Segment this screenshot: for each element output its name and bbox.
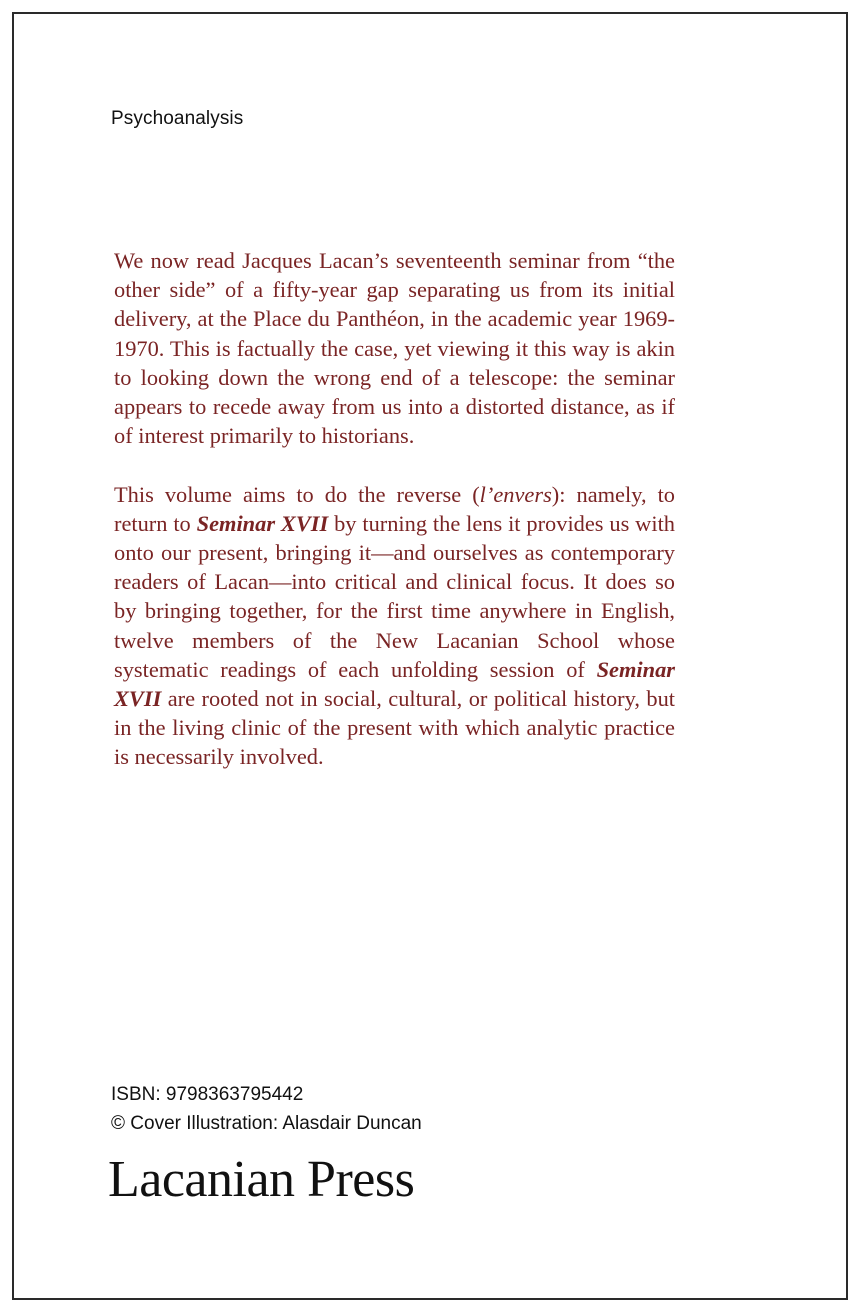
blurb-seminar-title: Seminar XVII: [114, 656, 675, 712]
illustration-credit: © Cover Illustration: Alasdair Duncan: [111, 1113, 422, 1134]
blurb-seminar-title: Seminar XVII: [196, 510, 329, 536]
blurb-paragraph-1: We now read Jacques Lacan’s seventeenth seminar from “the other side” of a fifty-year gap separating us from its initial delivery, at the Place du Panthéon, in the academic year 1969-1970. This is factually the case, yet viewing it this way is akin to looking down the wrong end of a telescope: the seminar appears to recede away from us into a distorted distance, as if of interest primarily to historians.: [114, 248, 675, 449]
publisher-logo: Lacanian Press: [108, 1151, 415, 1208]
blurb-text-segment: by turning the lens it provides us with onto our present, bringing it—and ourselves as contemporary readers of Lacan—into critical and clinical focus. It does so by bringing together, for the first time anywhere in English, twelve members of the New Lacanian School whose systematic readings of each unfolding session of: [114, 510, 675, 682]
cover-blurb: [114, 246, 675, 772]
blurb-text-segment: ): namely, to return to: [114, 481, 675, 536]
blurb-paragraph-2: [114, 480, 675, 772]
blurb-italic-term: l’envers: [479, 481, 552, 507]
isbn: ISBN: 9798363795442: [111, 1084, 304, 1105]
category-label: Psychoanalysis: [111, 108, 244, 129]
blurb-text-segment: are rooted not in social, cultural, or political history, but in the living clinic of the present with which analytic practice is necessarily involved.: [114, 686, 675, 770]
blurb-text-segment: This volume aims to do the reverse (: [114, 481, 480, 507]
